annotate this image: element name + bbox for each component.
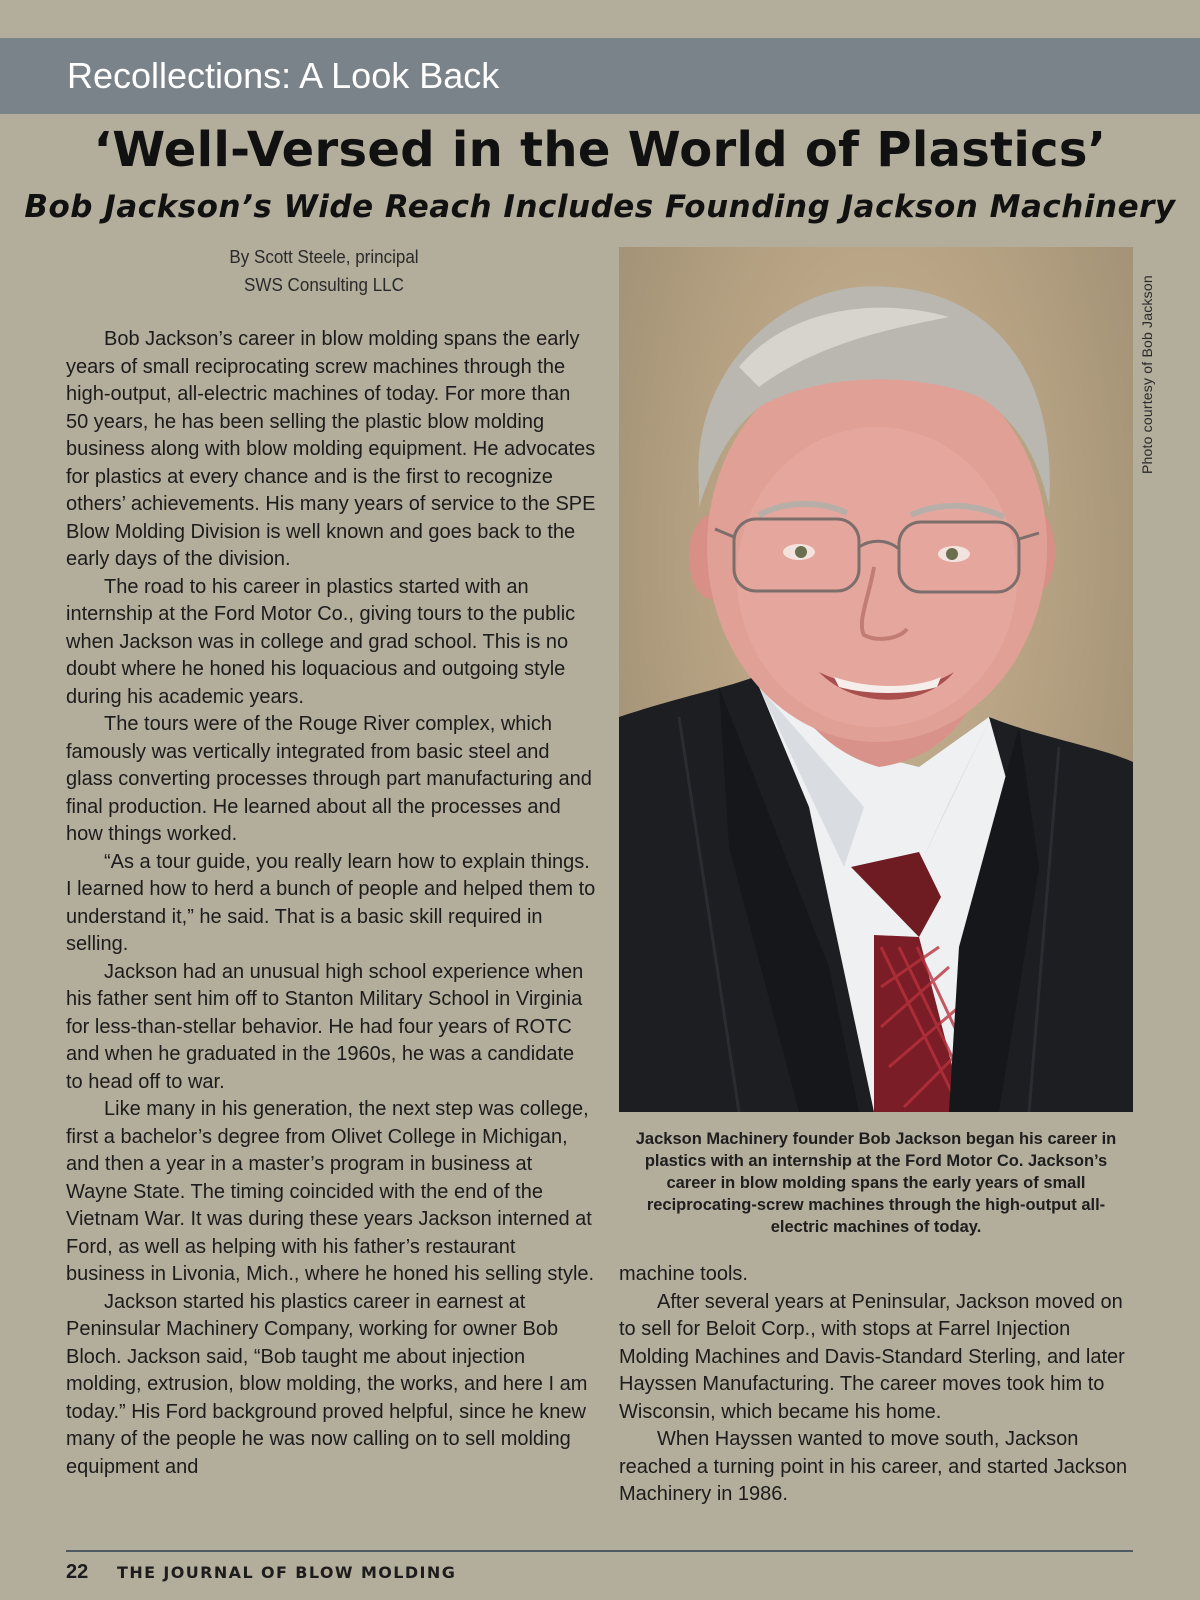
body-paragraph: machine tools. bbox=[619, 1263, 748, 1285]
portrait-photo bbox=[619, 247, 1133, 1112]
article-subheadline: Bob Jackson’s Wide Reach Includes Founding Jackson Machinery bbox=[24, 189, 1176, 225]
body-paragraph: The tours were of the Rouge River complex, which famously was vertically integrated from basic steel and glass converting processes through part manufacturing and final production. He learned about all the processes and how things worked. bbox=[66, 713, 592, 845]
body-paragraph: “As a tour guide, you really learn how to explain things. I learned how to herd a bunch of people and helped them to understand it,” he said. That is a basic skill required in selling. bbox=[66, 850, 596, 955]
section-title: Recollections: A Look Back bbox=[67, 55, 500, 96]
article-body-right-column bbox=[619, 1261, 1139, 1509]
body-paragraph: Jackson started his plastics career in earnest at Peninsular Machinery Company, working for owner Bob Bloch. Jackson said, “Bob taught me about injection molding, extrusion, blow molding, the works, and here I am today.” His Ford background proved helpful, since he knew many of the people he was now calling on to sell molding equipment and bbox=[66, 1290, 588, 1478]
body-paragraph: Jackson had an unusual high school experience when his father sent him off to Stanton Military School in Virginia for less-than-stellar behavior. He had four years of ROTC and when he graduated in the 1960s, he was a candidate to head off to war. bbox=[66, 960, 584, 1093]
portrait-illustration bbox=[619, 247, 1133, 1112]
body-paragraph: The road to his career in plastics started with an internship at the Ford Motor Co., giving tours to the public when Jackson was in college and grad school. This is no doubt where he honed his loquacious and outgoing style during his academic years. bbox=[66, 575, 576, 708]
byline bbox=[87, 243, 562, 299]
body-paragraph: Like many in his generation, the next step was college, first a bachelor’s degree from Olivet College in Michigan, and then a year in a master’s program in business at Wayne State. The timing coincided with the end of the Vietnam War. It was during these years Jackson interned at Ford, as well as helping with his father’s restaurant business in Livonia, Mich., where he honed his selling style. bbox=[66, 1098, 595, 1285]
page-number: 22 bbox=[66, 1561, 89, 1583]
photo-caption: Jackson Machinery founder Bob Jackson began his career in plastics with an internship at the Ford Motor Co. Jackson’s career in blow molding spans the early years of small reciprocating-screw machines through the high-output all-electric machines of today. bbox=[635, 1130, 1117, 1236]
footer-rule bbox=[66, 1550, 1133, 1552]
section-banner bbox=[0, 38, 1200, 114]
body-paragraph: Bob Jackson’s career in blow molding spans the early years of small reciprocating screw machines through the high-output, all-electric machines of today. For more than 50 years, he has been selling the plastic blow molding business along with blow molding equipment. He advocates for plastics at every chance and is the first to recognize others’ achievements. His many years of service to the SPE Blow Molding Division is well known and goes back to the early days of the division. bbox=[66, 328, 596, 570]
article-headline: ‘Well-Versed in the World of Plastics’ bbox=[93, 122, 1107, 178]
article-body-left-column bbox=[66, 326, 596, 1481]
byline-author: By Scott Steele, principal bbox=[229, 246, 419, 267]
publication-name: THE JOURNAL OF BLOW MOLDING bbox=[117, 1563, 457, 1582]
body-paragraph: After several years at Peninsular, Jackson moved on to sell for Beloit Corp., with stops at Farrel Injection Molding Machines and Davis-Standard Sterling, and later Hayssen Manufacturing. The career moves took him to Wisconsin, which became his home. bbox=[619, 1290, 1125, 1423]
body-paragraph: When Hayssen wanted to move south, Jackson reached a turning point in his career, and started Jackson Machinery in 1986. bbox=[619, 1428, 1128, 1505]
byline-company: SWS Consulting LLC bbox=[244, 274, 404, 295]
photo-credit: Photo courtesy of Bob Jackson bbox=[1139, 275, 1155, 474]
